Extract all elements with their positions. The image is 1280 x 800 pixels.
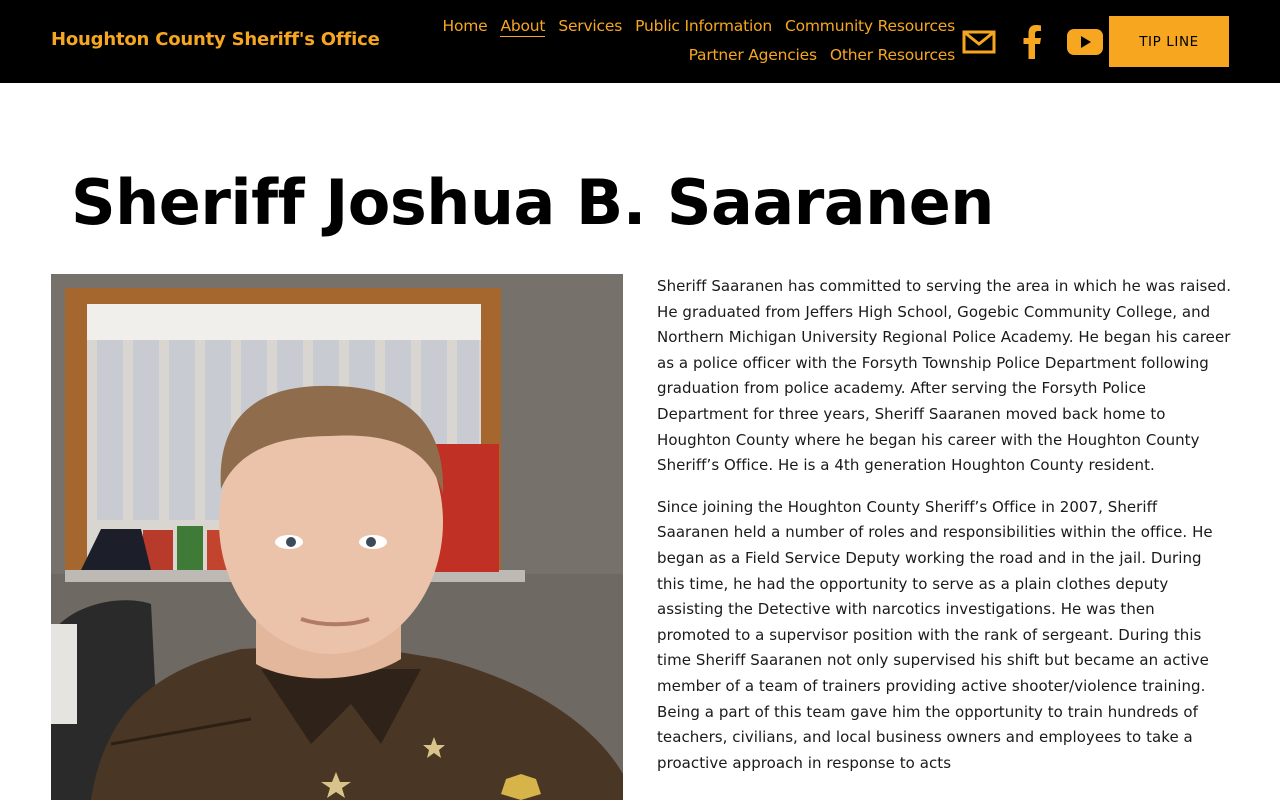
sheriff-portrait-photo	[51, 274, 623, 800]
bio-paragraph: Sheriff Saaranen has committed to serving the area in which he was raised. He graduated from Jeffers High School, Gogebic Community College, and Northern Michigan University Regional Police Academy. He began his career as a police officer with the Forsyth Township Police Department following graduation from police academy. After serving the Forsyth Police Department for three years, Sheriff Saaranen moved back home to Houghton County where he began his career with the Houghton County Sheriff’s Office. He is a 4th generation Houghton County resident.	[657, 277, 1232, 475]
bio-paragraph: Since joining the Houghton County Sheriff’s Office in 2007, Sheriff Saaranen held a number of roles and responsibilities within the office. He began as a Field Service Deputy working the road and in the jail. During this time, he had the opportunity to serve as a plain clothes deputy assisting the Detective with narcotics investigations. He was then promoted to a supervisor position with the rank of sergeant. During this time Sheriff Saaranen not only supervised his shift but became an active member of a team of trainers providing active shooter/violence training. Being a part of this team gave him the opportunity to train hundreds of teachers, civilians, and local business owners and employees to take a proactive approach in response to acts	[657, 497, 1213, 772]
nav-row-primary	[395, 16, 955, 45]
site-header	[0, 0, 1280, 83]
main-nav	[395, 16, 955, 74]
nav-row-secondary	[395, 45, 955, 74]
site-title[interactable]: Houghton County Sheriff's Office	[51, 29, 380, 50]
nav-link-community-resources[interactable]: Community Resources	[785, 17, 955, 35]
biography-text	[657, 274, 1232, 792]
mail-icon[interactable]	[961, 22, 997, 62]
facebook-icon[interactable]	[1020, 22, 1044, 62]
nav-link-home[interactable]: Home	[442, 17, 488, 35]
tip-line-button[interactable]: TIP LINE	[1109, 16, 1229, 67]
youtube-icon[interactable]	[1066, 22, 1104, 62]
nav-link-other-resources[interactable]: Other Resources	[829, 46, 955, 64]
nav-link-partner-agencies[interactable]: Partner Agencies	[688, 46, 817, 64]
page-title: Sheriff Joshua B. Saaranen	[71, 166, 994, 239]
nav-link-public-information[interactable]: Public Information	[635, 17, 772, 35]
nav-link-services[interactable]: Services	[558, 17, 623, 35]
nav-link-about[interactable]: About	[500, 17, 546, 35]
